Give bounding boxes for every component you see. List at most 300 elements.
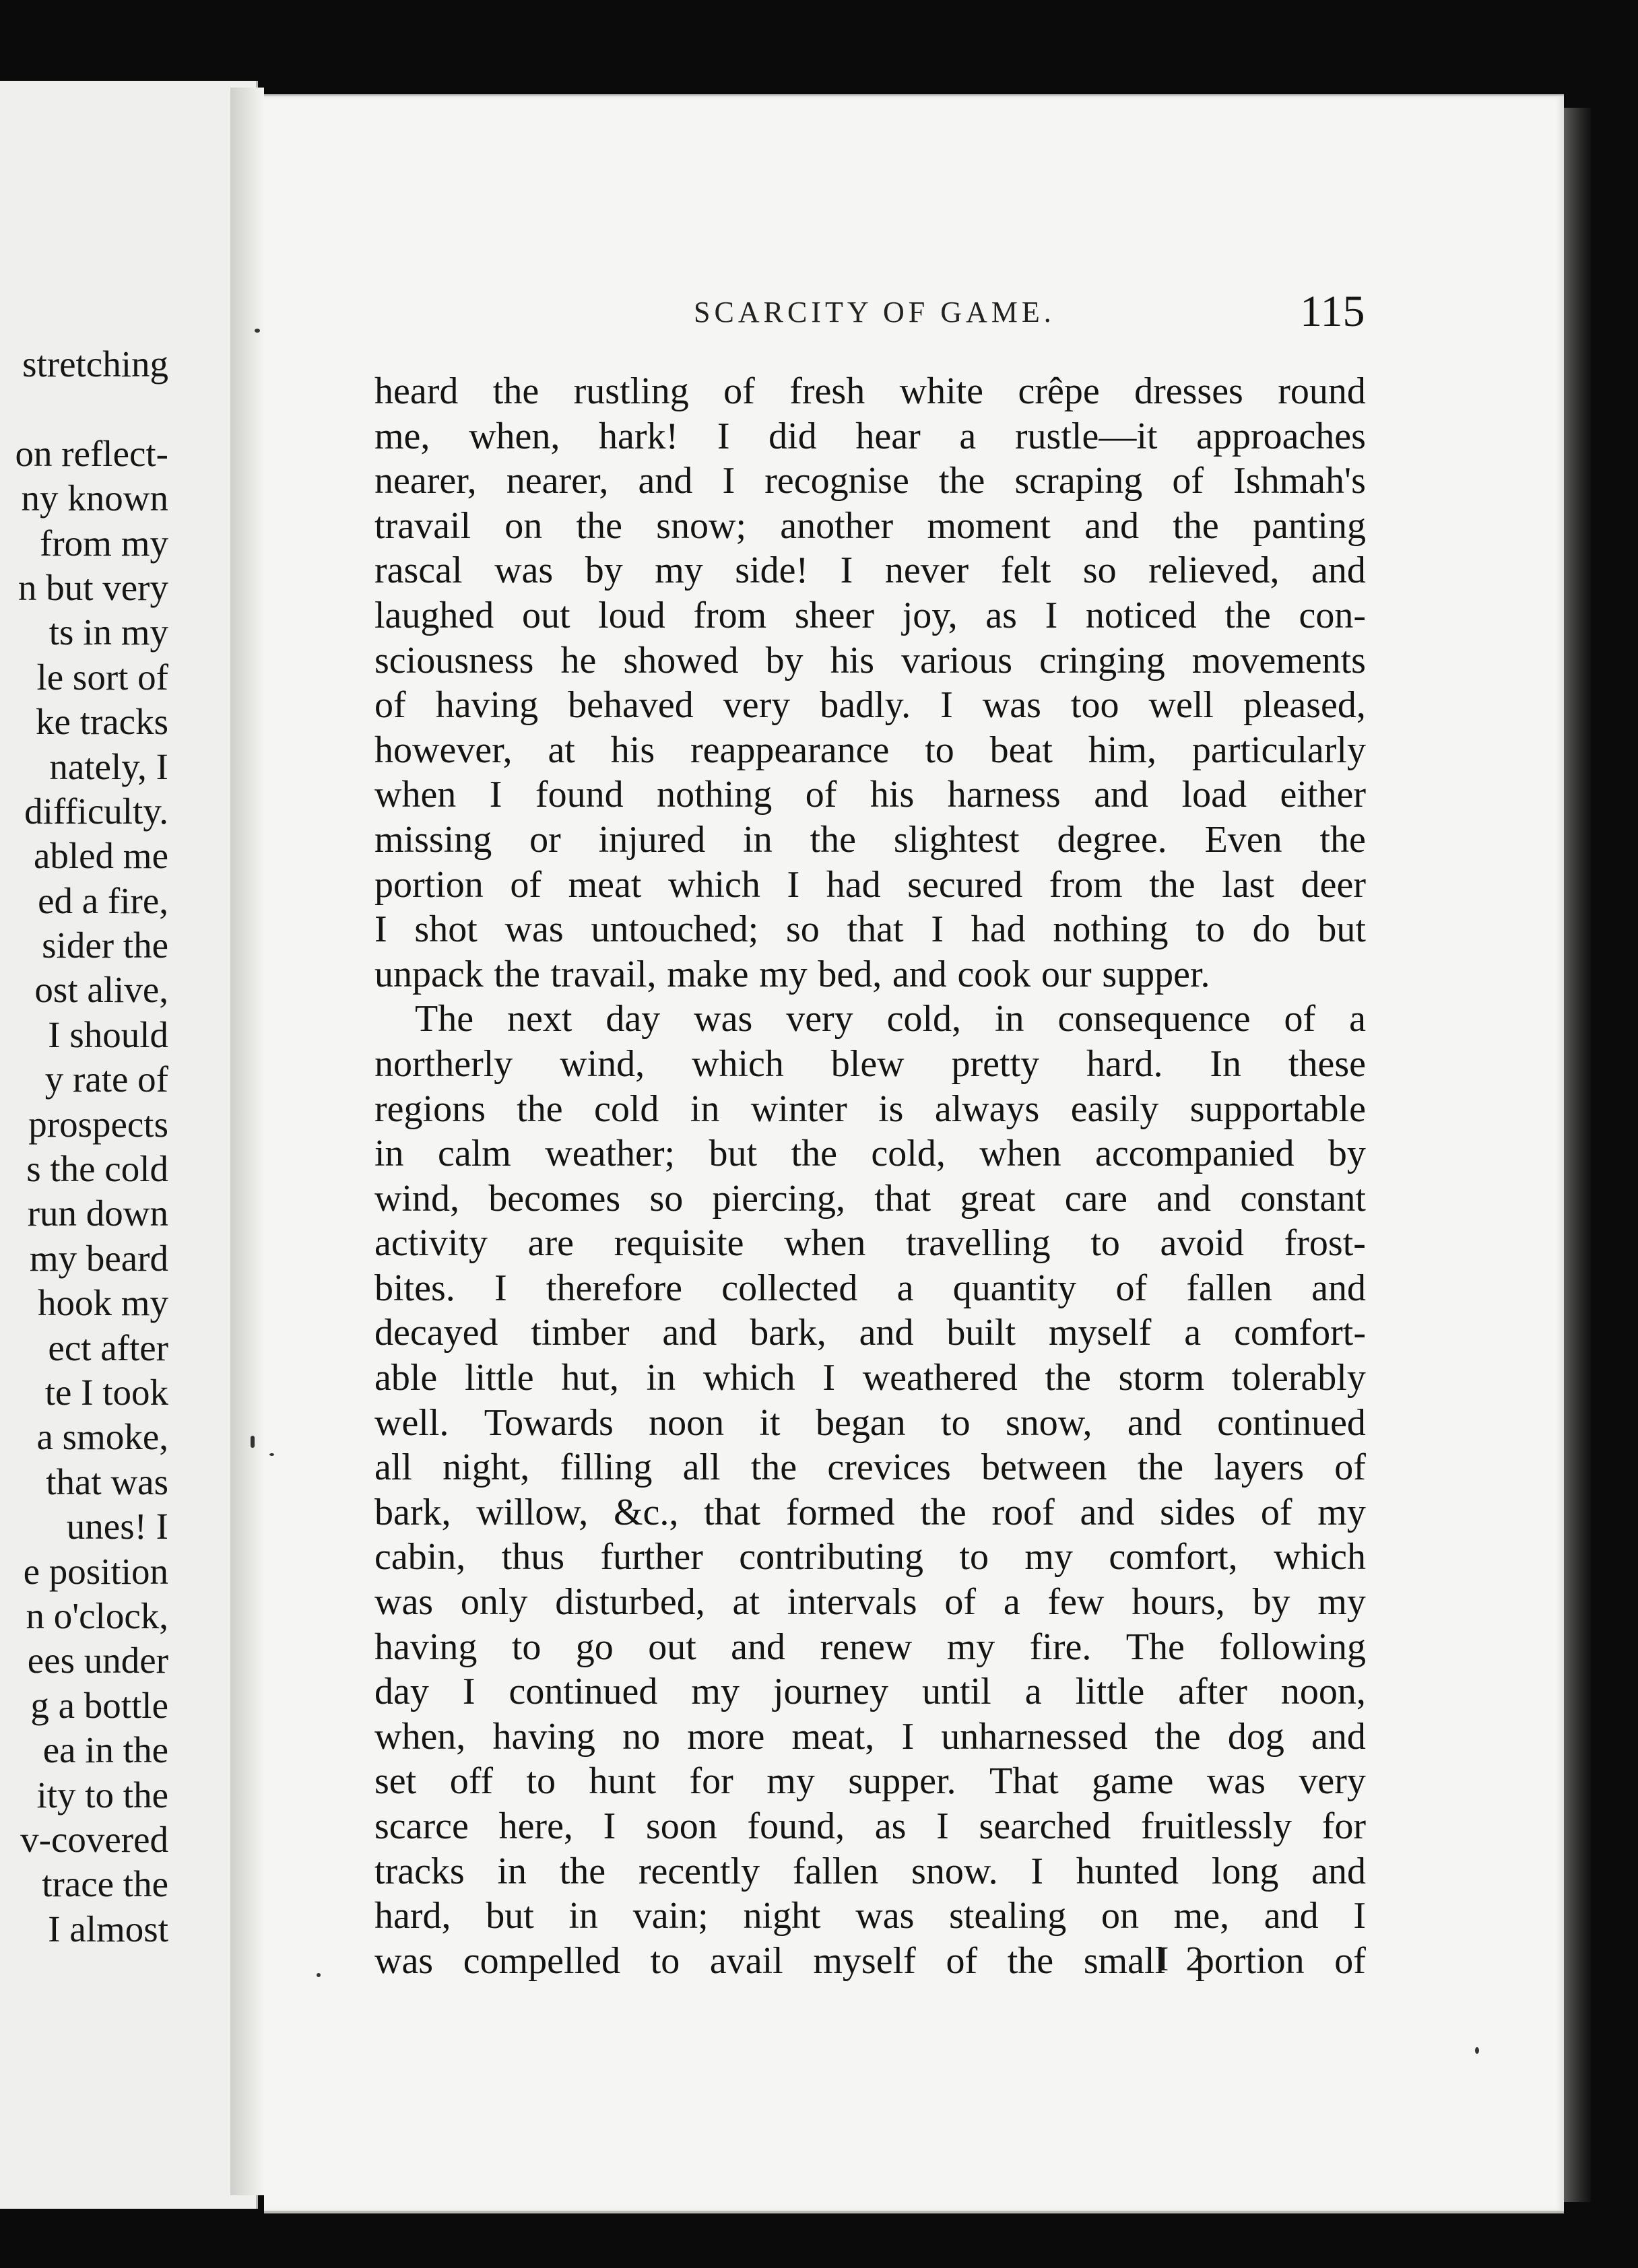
word: which [692, 1042, 784, 1085]
word: wind, [374, 1177, 459, 1220]
word: frost- [1284, 1222, 1366, 1265]
word: had [971, 908, 1026, 951]
text-line [374, 1087, 1366, 1132]
word: I [462, 1671, 476, 1713]
left-page-line: ity to the [36, 1774, 168, 1815]
left-page-line: ees under [27, 1640, 168, 1681]
word: continued [509, 1671, 658, 1713]
word: when [979, 1133, 1061, 1175]
word: slightest [893, 818, 1020, 861]
word: the [1045, 1357, 1091, 1399]
word: winter [750, 1088, 847, 1130]
word: injured [598, 818, 706, 861]
word: bites. [374, 1267, 455, 1309]
word: and [1084, 504, 1140, 547]
word: untouched; [591, 908, 759, 951]
left-page [0, 81, 258, 2209]
word: from [693, 594, 767, 636]
word: hard, [374, 1895, 451, 1937]
text-line [374, 1445, 1366, 1490]
text-line [374, 1131, 1366, 1176]
word: the [576, 504, 622, 547]
text-line [374, 1221, 1366, 1266]
word: last [1222, 863, 1275, 906]
word: the [920, 1491, 967, 1533]
word: hear [855, 415, 921, 457]
left-page-line: g a bottle [30, 1684, 168, 1726]
word: nothing [1053, 908, 1169, 951]
word: between [981, 1446, 1107, 1489]
word: loud [598, 594, 665, 636]
signature-mark: I 2 [1157, 1940, 1208, 1978]
word: and [1311, 549, 1366, 592]
word: few [1047, 1581, 1105, 1624]
word: moment [927, 504, 1051, 547]
word: out [521, 594, 570, 636]
word: following [1219, 1626, 1366, 1668]
word: great [960, 1177, 1036, 1220]
word: continued [1217, 1401, 1366, 1444]
left-page-line: that was [46, 1461, 168, 1502]
left-page-line: ny known [21, 477, 168, 519]
word: and [1127, 1401, 1182, 1444]
word: make [667, 953, 749, 995]
word: to [941, 1401, 971, 1444]
text-line [374, 1714, 1366, 1760]
word: layers [1214, 1446, 1305, 1489]
left-page-line: I almost [48, 1908, 168, 1949]
word: was [504, 908, 564, 951]
left-page-line [0, 387, 168, 431]
word: my [1317, 1581, 1366, 1624]
left-page-line: ect after [48, 1327, 168, 1368]
word: me, [1173, 1895, 1230, 1937]
word: but [709, 1133, 758, 1175]
word: and [1156, 1177, 1212, 1220]
text-line [374, 593, 1366, 638]
word: to [925, 729, 954, 771]
running-head: SCARCITY OF GAME. [694, 296, 1055, 329]
word: particularly [1191, 729, 1366, 771]
word: of [510, 863, 542, 906]
word: Ishmah's [1233, 460, 1366, 502]
word: the [1149, 863, 1195, 906]
page-edge [1564, 108, 1591, 2202]
word: badly. [820, 684, 911, 727]
left-page-line: my beard [29, 1237, 168, 1279]
word: as [985, 594, 1017, 636]
left-page-line: I should [48, 1013, 168, 1055]
word: soon [645, 1805, 717, 1847]
word: the [791, 1133, 837, 1175]
word: regions [374, 1088, 486, 1130]
word: to [526, 1760, 556, 1803]
word: nearer, [506, 460, 609, 502]
word: dog [1227, 1715, 1284, 1758]
word: so [649, 1177, 684, 1220]
word: in [497, 1850, 527, 1892]
word: to [1195, 908, 1225, 951]
word: by [1252, 1581, 1290, 1624]
word: small [1083, 1939, 1166, 1982]
word: fruitlessly [1141, 1805, 1292, 1847]
word: the [492, 370, 539, 412]
word: had [826, 863, 881, 906]
word: that [874, 1177, 931, 1220]
text-line [374, 459, 1366, 504]
word: to [650, 1939, 680, 1982]
word: panting [1253, 504, 1366, 547]
word: weathered [862, 1357, 1018, 1399]
word: of [1284, 998, 1316, 1040]
word: vain; [632, 1895, 709, 1937]
text-line [374, 1535, 1366, 1580]
word: calm [438, 1133, 511, 1175]
word: in [568, 1895, 599, 1937]
left-page-line: v-covered [20, 1818, 168, 1860]
word: my [1024, 1536, 1073, 1578]
word: joy, [902, 594, 958, 636]
word: avoid [1160, 1222, 1244, 1265]
word: which [702, 1357, 795, 1399]
word: little [464, 1357, 534, 1399]
word: hunt [589, 1760, 657, 1803]
word: very [723, 684, 791, 727]
word: another [780, 504, 894, 547]
word: found, [747, 1805, 845, 1847]
word: felt [1000, 549, 1051, 592]
word: and [1311, 1715, 1366, 1758]
word: all [374, 1446, 412, 1489]
word: Towards [484, 1401, 614, 1444]
word: That [989, 1760, 1059, 1803]
word: recognise [764, 460, 909, 502]
word: nothing [657, 774, 773, 816]
word: hours, [1132, 1581, 1225, 1624]
word: his [610, 729, 655, 771]
left-page-line: y rate of [44, 1059, 168, 1100]
word: was [855, 1895, 915, 1937]
word: very [786, 998, 853, 1040]
text-line [374, 1490, 1366, 1535]
word: travail, [550, 953, 657, 995]
word: by [1328, 1133, 1366, 1175]
speck-mark [269, 1453, 274, 1456]
speck-mark [317, 1973, 321, 1977]
word: that [847, 908, 904, 951]
word: dresses [1134, 370, 1243, 412]
text-line [374, 1669, 1366, 1714]
word: I [840, 549, 853, 592]
word: at [548, 729, 575, 771]
word: so [1082, 549, 1117, 592]
word: to [959, 1536, 989, 1578]
word: avail [709, 1939, 783, 1982]
word: and [1094, 774, 1149, 816]
word: scarce [374, 1805, 469, 1847]
word: myself [813, 1939, 916, 1982]
text-line [374, 952, 1366, 997]
word: of [1172, 460, 1204, 502]
word: I [717, 415, 730, 457]
word: in [995, 998, 1024, 1040]
word: sciousness [374, 639, 534, 681]
word: began [815, 1401, 906, 1444]
word: and [731, 1626, 786, 1668]
word: snow; [656, 504, 747, 547]
left-page-line: n o'clock, [26, 1595, 168, 1636]
word: pleased, [1243, 684, 1366, 727]
text-line [374, 1849, 1366, 1894]
text-line [374, 1625, 1366, 1670]
word: disturbed, [555, 1581, 705, 1624]
word: portion [1195, 1939, 1305, 1982]
word: thus [501, 1536, 565, 1578]
word: supper. [1102, 953, 1210, 995]
word: accompanied [1095, 1133, 1295, 1175]
word: from [1049, 863, 1123, 906]
word: searched [979, 1805, 1111, 1847]
word: for [689, 1760, 733, 1803]
word: a [1024, 1671, 1042, 1713]
word: in [646, 1357, 676, 1399]
word: game [1092, 1760, 1174, 1803]
word: I [1353, 1895, 1366, 1937]
word: requisite [614, 1222, 744, 1265]
word: showed [623, 639, 739, 681]
word: hunted [1076, 1850, 1179, 1892]
word: was [374, 1581, 434, 1624]
word: when, [374, 1715, 466, 1758]
word: which [668, 863, 760, 906]
word: Even [1204, 818, 1282, 861]
word: these [1288, 1042, 1366, 1085]
left-page-line: ea in the [42, 1729, 168, 1771]
word: the [938, 460, 985, 502]
word: recently [638, 1850, 760, 1892]
word: hut, [561, 1357, 619, 1399]
word: long [1211, 1850, 1279, 1892]
text-line [374, 369, 1366, 414]
word: of [1334, 1939, 1366, 1982]
word: out [648, 1626, 696, 1668]
left-page-line: nately, I [49, 745, 168, 787]
word: of [723, 370, 755, 412]
word: formed [785, 1491, 895, 1533]
word: off [449, 1760, 493, 1803]
word: constant [1240, 1177, 1366, 1220]
word: but [1317, 908, 1366, 951]
word: I [936, 1805, 949, 1847]
word: which [1274, 1536, 1366, 1578]
word: of [1115, 1267, 1148, 1309]
word: and [638, 460, 693, 502]
word: secured [907, 863, 1023, 906]
word: I [940, 684, 953, 727]
word: having [374, 1626, 478, 1668]
word: white [899, 370, 984, 412]
word: built [946, 1312, 1016, 1354]
text-line [374, 1939, 1366, 1984]
word: in [690, 1088, 720, 1130]
word: side! [735, 549, 809, 592]
word: con- [1299, 594, 1366, 636]
word: for [1321, 1805, 1366, 1847]
word: never [884, 549, 969, 592]
left-page-line: te I took [44, 1371, 168, 1413]
word: quantity [952, 1267, 1077, 1309]
left-page-line: ed a fire, [38, 879, 168, 921]
word: snow. [911, 1850, 998, 1892]
word: the [1154, 1715, 1201, 1758]
word: laughed [374, 594, 494, 636]
word: that [704, 1491, 761, 1533]
left-page-line: n but very [18, 566, 168, 608]
word: crevices [827, 1446, 951, 1489]
word: travelling [906, 1222, 1051, 1265]
word: I [822, 1357, 836, 1399]
word: easily [1070, 1088, 1159, 1130]
word: go [575, 1626, 614, 1668]
page-number: 115 [1300, 287, 1365, 336]
word: the [750, 1446, 797, 1489]
word: timber [531, 1312, 630, 1354]
word: by [765, 639, 804, 681]
word: was [1206, 1760, 1266, 1803]
word: comfort- [1234, 1312, 1366, 1354]
word: found [535, 774, 624, 816]
word: of [1334, 1446, 1366, 1489]
word: scraping [1014, 460, 1143, 502]
word: comfort, [1109, 1536, 1238, 1578]
text-line [374, 1804, 1366, 1849]
text-line [374, 1401, 1366, 1446]
word: the [1224, 594, 1271, 636]
word: noon [649, 1401, 725, 1444]
text-line [374, 548, 1366, 593]
text-line [374, 504, 1366, 549]
word: too [1070, 684, 1119, 727]
left-page-line: ke tracks [36, 701, 168, 743]
word: when [784, 1222, 866, 1265]
word: his [830, 639, 875, 681]
word: tolerably [1231, 1357, 1366, 1399]
word: movements [1191, 639, 1366, 681]
word: rustle—it [1014, 415, 1158, 457]
word: a [1003, 1581, 1020, 1624]
word: the [494, 953, 540, 995]
speck-mark [255, 329, 260, 333]
word: of [1260, 1491, 1292, 1533]
word: however, [374, 729, 513, 771]
word: more [687, 1715, 765, 1758]
word: hard. [1086, 1042, 1163, 1085]
word: and [1311, 1850, 1366, 1892]
word: cook [957, 953, 1031, 995]
word: him, [1088, 729, 1156, 771]
word: my [655, 549, 703, 592]
text-line [374, 1176, 1366, 1222]
word: cold, [886, 998, 962, 1040]
word: cringing [1039, 639, 1165, 681]
word: all [682, 1446, 721, 1489]
word: sheer [794, 594, 875, 636]
word: storm [1118, 1357, 1205, 1399]
word: it [759, 1401, 781, 1444]
word: the [517, 1088, 563, 1130]
word: rascal [374, 549, 463, 592]
word: piercing, [712, 1177, 845, 1220]
word: bark, [374, 1491, 451, 1533]
word: compelled [463, 1939, 620, 1982]
text-line [374, 1356, 1366, 1401]
word: consequence [1057, 998, 1251, 1040]
word: when, [469, 415, 560, 457]
word: decayed [374, 1312, 498, 1354]
word: approaches [1196, 415, 1366, 457]
word: day [374, 1671, 429, 1713]
word: a [1349, 998, 1366, 1040]
word: myself [1048, 1312, 1152, 1354]
word: and [859, 1312, 914, 1354]
word: In [1210, 1042, 1242, 1085]
word: fallen [792, 1850, 879, 1892]
word: The [415, 998, 474, 1040]
text-line [374, 1894, 1366, 1939]
word: unpack [374, 953, 484, 995]
word: on [1101, 1895, 1139, 1937]
text-line [374, 728, 1366, 773]
word: crêpe [1018, 370, 1100, 412]
word: my [946, 1626, 995, 1668]
word: contributing [739, 1536, 924, 1578]
left-page-line: on reflect- [15, 432, 168, 474]
word: I [722, 460, 735, 502]
left-page-text [0, 342, 168, 1952]
word: is [878, 1088, 904, 1130]
word: I [489, 774, 502, 816]
word: a [896, 1267, 914, 1309]
word: blew [830, 1042, 905, 1085]
word: cabin, [374, 1536, 466, 1578]
word: my [766, 1760, 815, 1803]
word: having [492, 1715, 595, 1758]
word: bark, [750, 1312, 826, 1354]
word: and [1080, 1491, 1135, 1533]
word: roof [991, 1491, 1055, 1533]
word: behaved [568, 684, 694, 727]
word: but [486, 1895, 534, 1937]
word: the [1137, 1446, 1184, 1489]
text-line [374, 1042, 1366, 1087]
word: was [374, 1939, 434, 1982]
word: of [946, 1939, 978, 1982]
word: supportable [1189, 1088, 1366, 1130]
word: and [662, 1312, 717, 1354]
word: here, [498, 1805, 573, 1847]
word: I [901, 1715, 915, 1758]
left-page-line: sider the [42, 925, 168, 966]
text-line [374, 683, 1366, 728]
text-line [374, 772, 1366, 818]
word: shot [414, 908, 478, 951]
word: filling [560, 1446, 653, 1489]
word: rustling [573, 370, 689, 412]
page-gutter [230, 88, 264, 2195]
word: renew [820, 1626, 913, 1668]
word: and [1264, 1895, 1319, 1937]
left-page-line: stretching [22, 343, 168, 385]
